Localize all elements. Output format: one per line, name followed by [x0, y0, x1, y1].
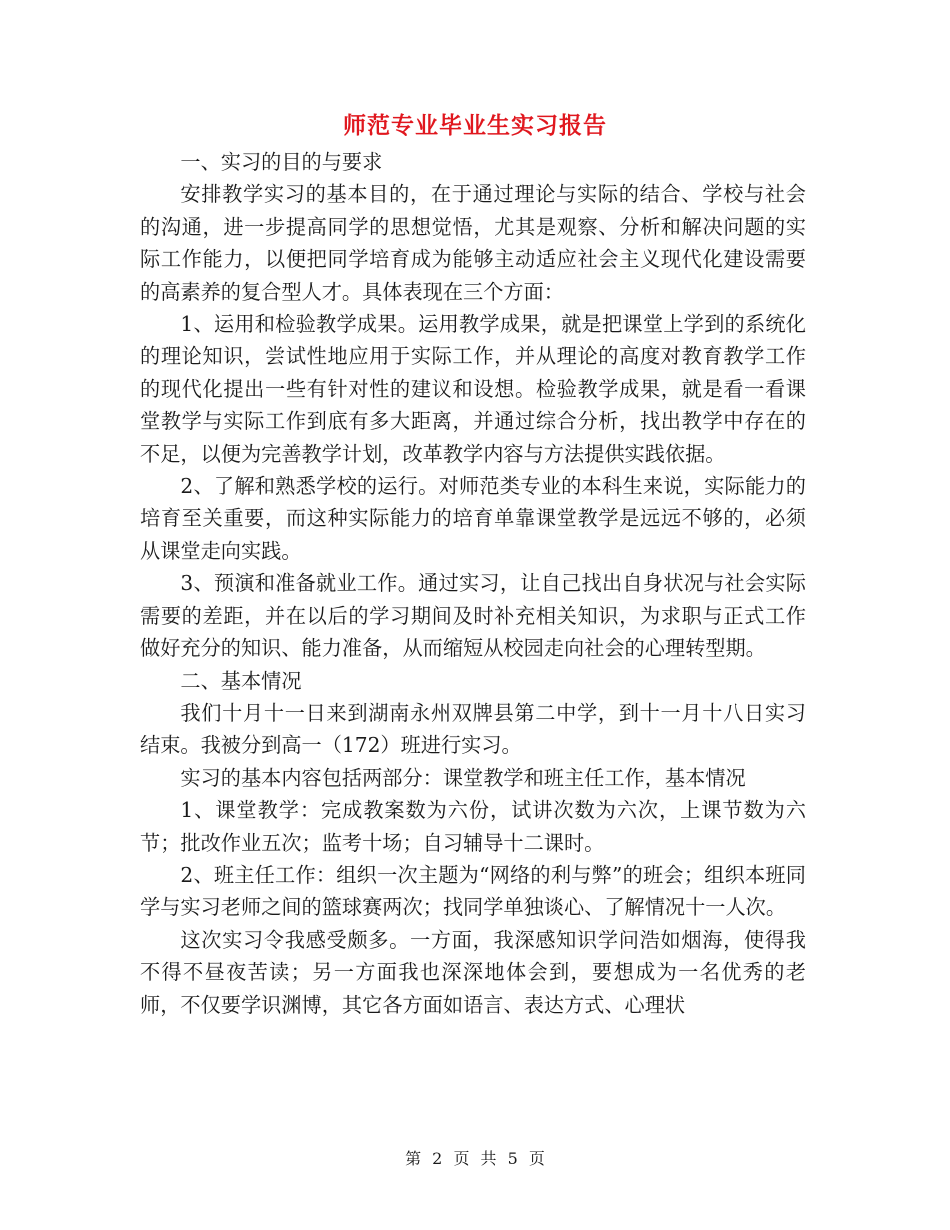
section-heading: 二、基本情况 — [180, 668, 302, 693]
section-heading: 一、实习的目的与要求 — [180, 150, 383, 174]
paragraph: 2、了解和熟悉学校的运行。对师范类专业的本科生来说，实际能力的培育至关重要，而这种实际能力的培育单靠课堂教学是远远不够的，必须从课堂走向实践。 — [140, 474, 806, 563]
paragraph: 我们十月十一日来到湖南永州双牌县第二中学，到十一月十八日实习结束。我被分到高一（172）班进行实习。 — [140, 700, 806, 758]
paragraph: 实习的基本内容包括两部分：课堂教学和班主任工作，基本情况 — [180, 765, 746, 790]
document-title: 师范专业毕业生实习报告 — [343, 112, 607, 139]
paragraph: 安排教学实习的基本目的，在于通过理论与实际的结合、学校与社会的沟通，进一步提高同学的思想觉悟，尤其是观察、分析和解决问题的实际工作能力，以便把同学培育成为能够主动适应社会主义现代化建设需要的高素养的复合型人才。具体表现在三个方面： — [140, 182, 806, 304]
page-number-footer: 第 2 页 共 5 页 — [405, 1149, 545, 1168]
paragraph: 2、班主任工作：组织一次主题为“网络的利与弊”的班会；组织本班同学与实习老师之间的篮球赛两次；找同学单独谈心、了解情况十一人次。 — [140, 862, 806, 920]
paragraph: 3、预演和准备就业工作。通过实习，让自己找出自身状况与社会实际需要的差距，并在以后的学习期间及时补充相关知识，为求职与正式工作做好充分的知识、能力准备，从而缩短从校园走向社会的心理转型期。 — [140, 571, 806, 661]
paragraph: 1、课堂教学：完成教案数为六份，试讲次数为六次，上课节数为六节；批改作业五次；监考十场；自习辅导十二课时。 — [140, 798, 806, 855]
document-body — [140, 146, 806, 1021]
paragraph: 1、运用和检验教学成果。运用教学成果，就是把课堂上学到的系统化的理论知识，尝试性地应用于实际工作，并从理论的高度对教育教学工作的现代化提出一些有针对性的建议和设想。检验教学成果，就是看一看课堂教学与实际工作到底有多大距离，并通过综合分析，找出教学中存在的不足，以便为完善教学计划，改革教学内容与方法提供实践依据。 — [140, 312, 806, 466]
paragraph: 这次实习令我感受颇多。一方面，我深感知识学问浩如烟海，使得我不得不昼夜苦读；另一方面我也深深地体会到，要想成为一名优秀的老师，不仅要学识渊博，其它各方面如语言、表达方式、心理状 — [140, 927, 806, 1017]
